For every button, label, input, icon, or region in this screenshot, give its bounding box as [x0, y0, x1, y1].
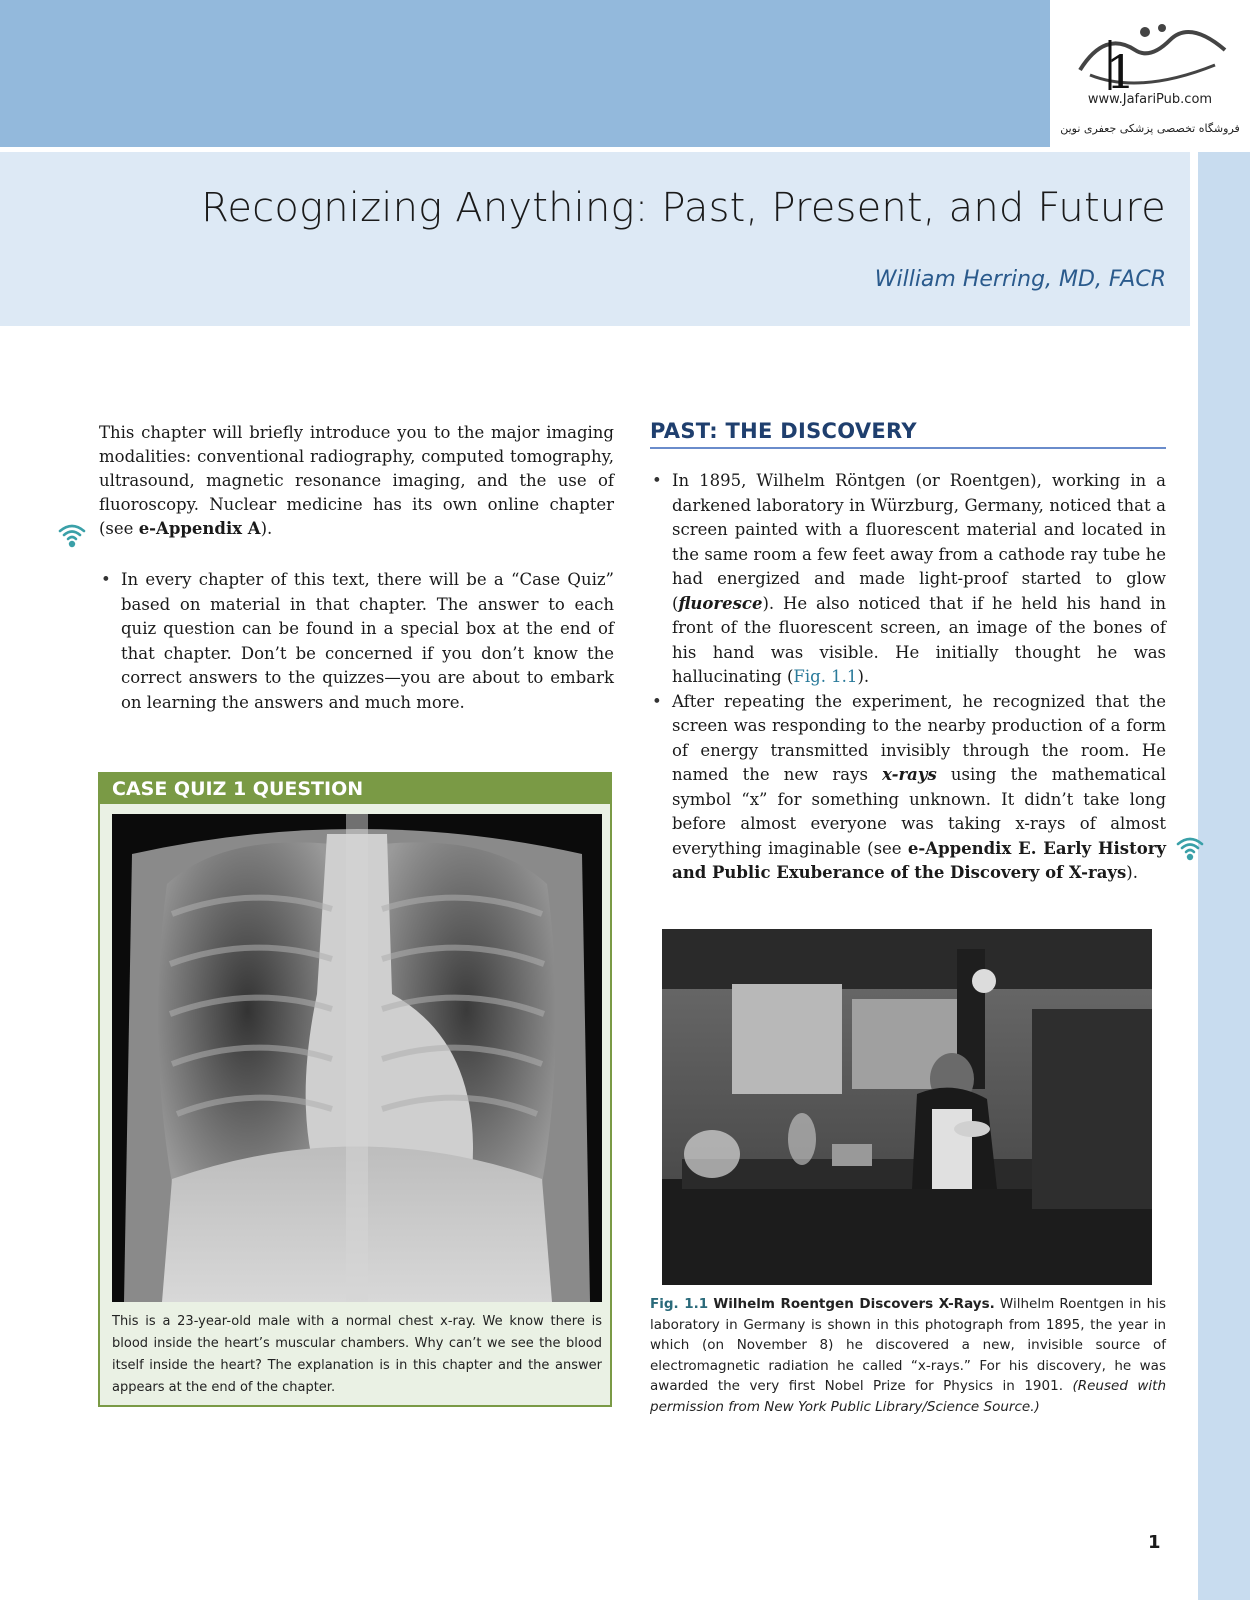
wifi-icon[interactable] [1175, 833, 1205, 863]
list-item: • In every chapter of this text, there will be a “Case Quiz” based on material in that chapter. The answer to each quiz question can be found in a special box at the end of that chapter. Don’t be concerned if you don’t know the correct answers to the quizzes—you are about to embark on learning the answers and much more. [99, 568, 614, 715]
page-number: 1 [1148, 1532, 1161, 1553]
bullet1-text-a: In 1895, Wilhelm Röntgen (or Roentgen), working in a darkened laboratory in Würzburg, Germany, noticed that a screen painted with a fluorescent material and located in the same room a few feet away from a cathode ray tube he had energized and made light-proof started to glow ( [672, 471, 1166, 613]
figure-text: Wilhelm Roentgen in his laboratory in Germany is shown in this photograph from 1895, the year in which (on November 8) he discovered a new, invisible source of electromagnetic radiation he called “x-rays.” For his discovery, he was awarded the very first Nobel Prize for Physics in 1901. [650, 1296, 1166, 1394]
list-item [650, 469, 1166, 690]
appendix-e-link[interactable]: e-Appendix E. Early History and Public Exuberance of the Discovery of X-rays [672, 838, 1166, 882]
case-quiz-box [98, 772, 612, 1407]
figure-label: Fig. 1.1 [650, 1296, 709, 1312]
bullet1-text-c: ). [857, 667, 870, 686]
wifi-icon[interactable] [57, 520, 87, 550]
section-heading: PAST: THE DISCOVERY [650, 419, 1166, 449]
bullet2-text-b: using the mathematical symbol “x” for something unknown. It didn’t take long before almost everyone was taking x-rays of almost everything imaginable (see [672, 765, 1167, 858]
appendix-a-link[interactable]: e-Appendix A [138, 519, 261, 538]
fig-1-1-link[interactable]: Fig. 1.1 [793, 667, 858, 686]
bullet2-text-a: After repeating the experiment, he recognized that the screen was responding to the nearby production of a form of energy transmitted invisibly through the room. He named the new rays [672, 691, 1166, 784]
chapter-author: William Herring, MD, FACR [874, 267, 1166, 292]
case-quiz-header: CASE QUIZ 1 QUESTION [100, 774, 610, 804]
fluoresce-term: fluoresce [678, 593, 763, 613]
publisher-tagline: فروشگاه تخصصی پزشکی جعفری نوین [1060, 122, 1240, 135]
chapter-title: Recognizing Anything: Past, Present, and Future [201, 185, 1166, 231]
publisher-url[interactable]: www.JafariPub.com [1087, 92, 1213, 107]
bullet2-text-c: ). [1126, 863, 1138, 882]
svg-text:1: 1 [1106, 45, 1136, 99]
list-item [650, 690, 1166, 886]
intro-text: This chapter will briefly introduce you to the major imaging modalities: conventional radiography, computed tomography, ultrasound, magnetic resonance imaging, and the use of fluoroscopy. Nuclear medicine has its own online chapter (see [99, 423, 614, 538]
title-band [0, 152, 1190, 326]
intro-text-end: ). [260, 519, 273, 538]
intro-paragraph [99, 421, 614, 541]
case-quiz-caption: This is a 23-year-old male with a normal chest x-ray. We know there is blood inside the heart’s muscular chambers. Why can’t we see the blood itself inside the heart? The explanation is in this chapter and the answer appears at the end of the chapter. [112, 1314, 602, 1395]
case-quiz-note-list [99, 568, 614, 715]
figure-credit: (Reused with permission from New York Public Library/Science Source.) [650, 1378, 1166, 1415]
figure-caption [650, 1294, 1166, 1417]
chest-xray-image[interactable] [112, 814, 602, 1302]
roentgen-lab-photo[interactable] [662, 929, 1152, 1285]
x-rays-term: x-rays [882, 765, 937, 784]
figure-title: Wilhelm Roentgen Discovers X-Rays. [713, 1296, 995, 1312]
discovery-bullets [650, 469, 1166, 886]
jafaripub-logo-icon [1050, 10, 1250, 100]
publisher-logo[interactable] [1050, 0, 1250, 147]
side-strip [1198, 152, 1250, 1600]
bullet1-text-b: ). He also noticed that if he held his hand in front of the fluorescent screen, an image of the bones of his hand was visible. He initially thought he was hallucinating ( [672, 593, 1166, 686]
